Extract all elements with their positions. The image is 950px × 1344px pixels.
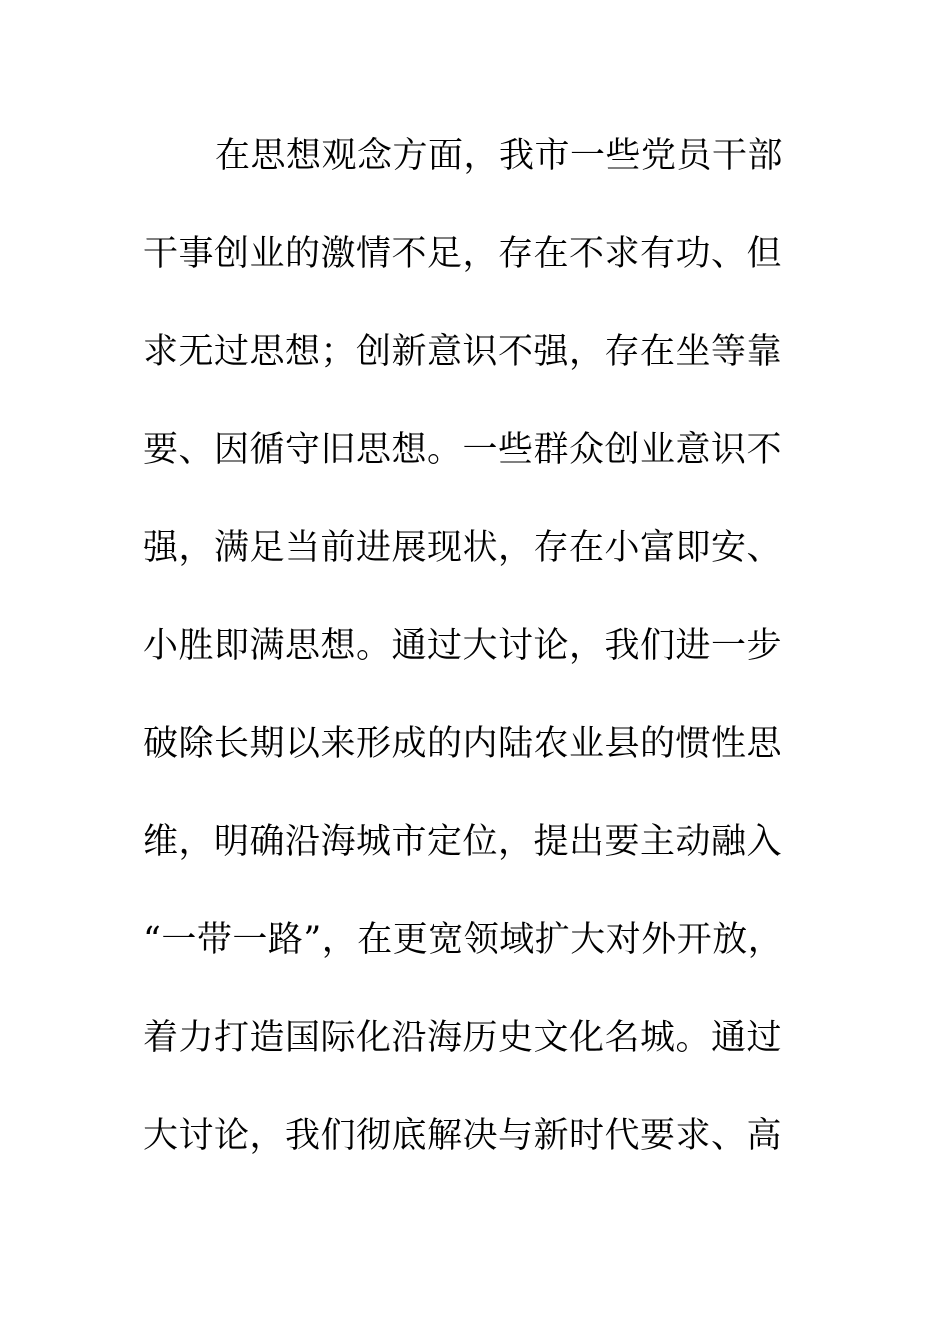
paragraph-line-7: 破除长期以来形成的内陆农业县的惯性思 <box>143 724 783 764</box>
paragraph-line-2: 干事创业的激情不足，存在不求有功、但 <box>143 234 783 274</box>
paragraph-line-1: 在思想观念方面，我市一些党员干部 <box>215 136 784 176</box>
paragraph-line-6: 小胜即满思想。通过大讨论，我们进一步 <box>143 626 783 666</box>
paragraph-line-5: 强，满足当前进展现状，存在小富即安、 <box>143 528 783 568</box>
paragraph-line-3: 求无过思想；创新意识不强，存在坐等靠 <box>143 332 783 372</box>
paragraph-line-8: 维，明确沿海城市定位，提出要主动融入 <box>143 822 783 862</box>
paragraph-line-10: 着力打造国际化沿海历史文化名城。通过 <box>143 1018 783 1058</box>
body-paragraph <box>143 126 823 1204</box>
paragraph-line-4: 要、因循守旧思想。一些群众创业意识不 <box>143 430 783 470</box>
paragraph-line-11: 大讨论，我们彻底解决与新时代要求、高 <box>143 1116 783 1156</box>
paragraph-line-9: “一带一路”，在更宽领域扩大对外开放， <box>143 920 784 960</box>
